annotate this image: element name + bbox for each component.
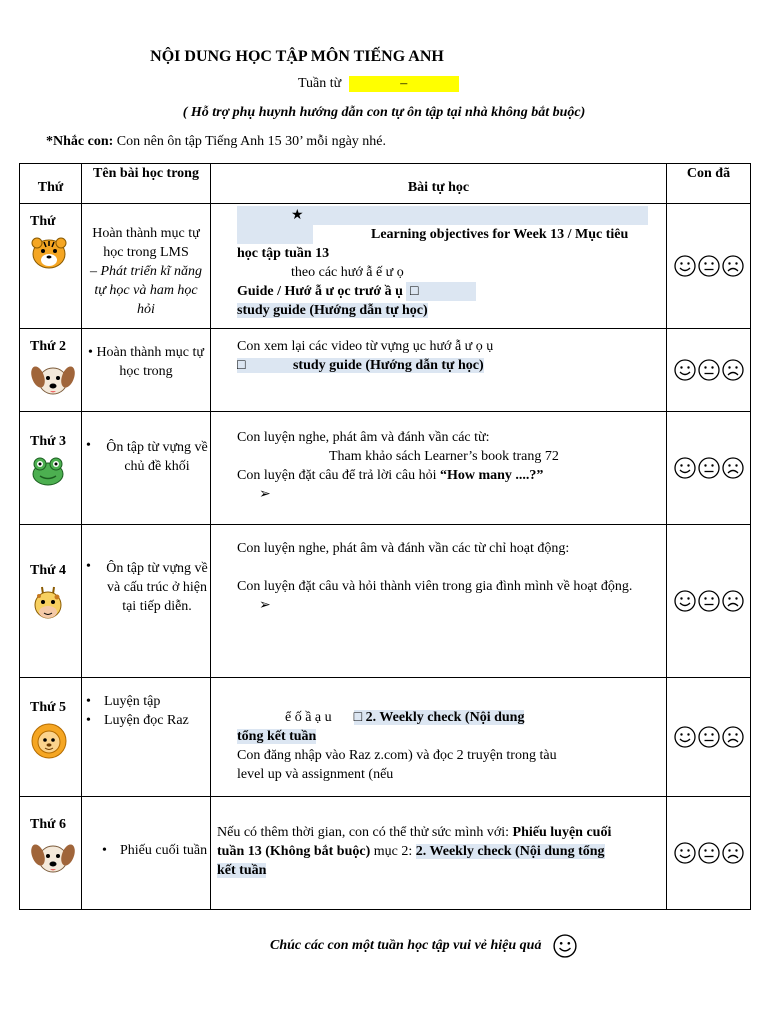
day-label: Thứ 4 — [30, 563, 67, 578]
table-row — [20, 797, 751, 910]
closing-message — [270, 934, 577, 958]
schedule-table — [19, 163, 751, 910]
bullet-icon: • — [88, 345, 93, 360]
header-lesson: Tên bài học trong — [82, 164, 211, 204]
sad-face-icon[interactable] — [722, 255, 744, 277]
bullet-icon: • — [102, 843, 107, 858]
neutral-face-icon[interactable] — [698, 255, 720, 277]
day-label: Thứ 6 — [30, 817, 67, 832]
bullet-icon: • — [86, 438, 91, 453]
dog-icon — [30, 839, 76, 875]
exercise-text: ể ố ầ ạ u — [285, 710, 332, 725]
header-exercise: Bài tự học — [211, 164, 667, 204]
exercise-reference: Tham khảo sách Learner’s book trang 72 — [329, 449, 559, 464]
rating-faces[interactable] — [667, 842, 750, 864]
lesson-title: Hoàn thành mục tự học trong LMS — [92, 226, 200, 260]
lesson-title: Hoàn thành mục tự học trong — [96, 345, 204, 379]
table-row — [20, 525, 751, 678]
table-row: Thứ 5 • Luyện tập • Luyện đọc Raz ể ố ầ ạ u □ 2. Weekly check (Nội dung tổng kết tuần Con đăng nhập vào Raz z.com) và đọc 2 truyện trong tàu level up và assignment (nếu — [20, 678, 751, 797]
exercise-section-text: mục 2: — [370, 844, 416, 859]
exercise-question: “How many ....?” — [439, 468, 544, 483]
star-icon: ★ — [237, 206, 648, 225]
tiger-icon — [30, 236, 68, 270]
rating-faces[interactable] — [667, 726, 750, 748]
table-row: Thứ Hoàn thành mục tự học trong LMS – Phát triển kĩ năng tự học và ham học hỏi ★ Learning objectives for Week 13 / Mục tiêu học tập tuần 13 theo các hướ ẫ ế ư ọ Guide / Hướ ẫ ư ọc trướ ầ ụ □ study guide (Hướng dẫn tự học) — [20, 204, 751, 329]
exercise-text: Con luyện nghe, phát âm và đánh vần các từ: — [237, 430, 490, 445]
week-range — [298, 76, 459, 92]
bullet-icon: • — [86, 713, 91, 728]
closing-text: Chúc các con một tuần học tập vui vẻ hiệu quả — [270, 938, 542, 953]
rating-faces[interactable] — [667, 359, 750, 381]
support-note: ( Hỗ trợ phụ huynh hướng dẫn con tự ôn tập tại nhà không bắt buộc) — [182, 105, 586, 120]
lesson-title: Phiếu cuối tuần — [120, 843, 208, 858]
exercise-raz-cont: level up và assignment (nếu — [237, 767, 394, 782]
sad-face-icon[interactable] — [722, 726, 744, 748]
smile-face-icon[interactable] — [674, 726, 696, 748]
exercise-weekend-sheet: Phiếu luyện cuối — [512, 825, 612, 840]
reminder-label: *Nhắc con: — [46, 134, 114, 149]
exercise-guide-bold: Guide / Hướ ẫ ư ọc trướ ầ ụ — [237, 284, 403, 299]
exercise-raz-text: Con đăng nhập vào Raz z.com) và đọc 2 truyện trong tàu — [237, 748, 557, 763]
smile-face-icon[interactable] — [674, 457, 696, 479]
neutral-face-icon[interactable] — [698, 359, 720, 381]
arrow-icon: ➢ — [259, 598, 271, 613]
exercise-weekly-check-cont: kết tuần — [217, 863, 267, 878]
frog-icon — [30, 456, 66, 486]
exercise-text: Con xem lại các video từ vựng ục hướ ẫ ư ọ ụ — [237, 339, 494, 354]
lesson-title: Luyện tập — [104, 694, 161, 709]
week-label: Tuần từ — [298, 76, 342, 91]
day-label: Thứ 3 — [30, 434, 67, 449]
day-label: Thứ 5 — [30, 700, 67, 715]
smile-face-icon[interactable] — [674, 842, 696, 864]
lesson-title: Ôn tập từ vựng về chủ đề khối — [106, 440, 208, 474]
exercise-sentence-practice: Con luyện đặt câu và hỏi thành viên trong gia đình mình về hoạt động. — [237, 579, 633, 594]
exercise-weekly-check: 2. Weekly check (Nội dung tổng — [415, 844, 605, 859]
exercise-question-text: Con luyện đặt câu để trả lời câu hỏi — [237, 468, 440, 483]
reminder-text: Con nên ôn tập Tiếng Anh 15 30’ mỗi ngày nhé. — [116, 134, 387, 149]
exercise-weekly-check-cont: tổng kết tuần — [237, 729, 317, 744]
dog-icon — [30, 361, 76, 397]
exercise-text: Nếu có thêm thời gian, con có thể thử sức mình với: — [217, 825, 513, 840]
sad-face-icon[interactable] — [722, 457, 744, 479]
neutral-face-icon[interactable] — [698, 726, 720, 748]
lesson-title: Luyện đọc Raz — [104, 713, 189, 728]
page-title: NỘI DUNG HỌC TẬP MÔN TIẾNG ANH — [150, 48, 444, 65]
sad-face-icon[interactable] — [722, 359, 744, 381]
exercise-study-guide: study guide (Hướng dẫn tự học) — [292, 358, 484, 373]
bullet-icon: • — [86, 559, 91, 574]
exercise-text: Con luyện nghe, phát âm và đánh vần các từ chỉ hoạt động: — [237, 541, 570, 556]
table-header-row — [20, 164, 751, 204]
neutral-face-icon[interactable] — [698, 590, 720, 612]
neutral-face-icon[interactable] — [698, 457, 720, 479]
lion-icon — [30, 722, 68, 760]
table-row: Thứ 2 • Hoàn thành mục tự học trong Con xem lại các video từ vựng ục hướ ẫ ư ọ ụ □ study guide (Hướng dẫn tự học) — [20, 329, 751, 412]
table-row — [20, 412, 751, 525]
rating-faces[interactable] — [667, 255, 750, 277]
sad-face-icon[interactable] — [722, 590, 744, 612]
exercise-objectives-cont: học tập tuần 13 — [237, 246, 330, 261]
header-day: Thứ — [20, 164, 82, 204]
header-done: Con đã — [667, 164, 751, 204]
exercise-weekly-check: 2. Weekly check (Nội dung — [365, 710, 525, 725]
sad-face-icon[interactable] — [722, 842, 744, 864]
neutral-face-icon[interactable] — [698, 842, 720, 864]
lesson-subtitle: – Phát triển kĩ năng tự học và ham học hỏi — [90, 264, 202, 317]
exercise-weekend-sheet-cont: tuần 13 (Không bắt buộc) — [217, 844, 371, 859]
smile-face-icon[interactable] — [674, 255, 696, 277]
giraffe-icon — [30, 585, 66, 621]
rating-faces[interactable] — [667, 590, 750, 612]
lesson-title: Ôn tập từ vựng về và cấu trúc ở hiện tại tiếp diễn. — [106, 561, 208, 614]
arrow-icon: ➢ — [259, 487, 271, 502]
reminder — [46, 134, 386, 150]
exercise-objectives: Learning objectives for Week 13 / Mục tiêu — [371, 227, 629, 242]
day-label: Thứ — [30, 214, 56, 229]
day-label: Thứ 2 — [30, 339, 67, 354]
exercise-guide-text: theo các hướ ẫ ế ư ọ — [291, 265, 404, 280]
week-range-highlight: – — [349, 76, 459, 92]
smile-face-icon — [553, 934, 577, 958]
rating-faces[interactable] — [667, 457, 750, 479]
smile-face-icon[interactable] — [674, 590, 696, 612]
bullet-icon: • — [86, 694, 91, 709]
exercise-study-guide: study guide (Hướng dẫn tự học) — [237, 303, 428, 318]
smile-face-icon[interactable] — [674, 359, 696, 381]
